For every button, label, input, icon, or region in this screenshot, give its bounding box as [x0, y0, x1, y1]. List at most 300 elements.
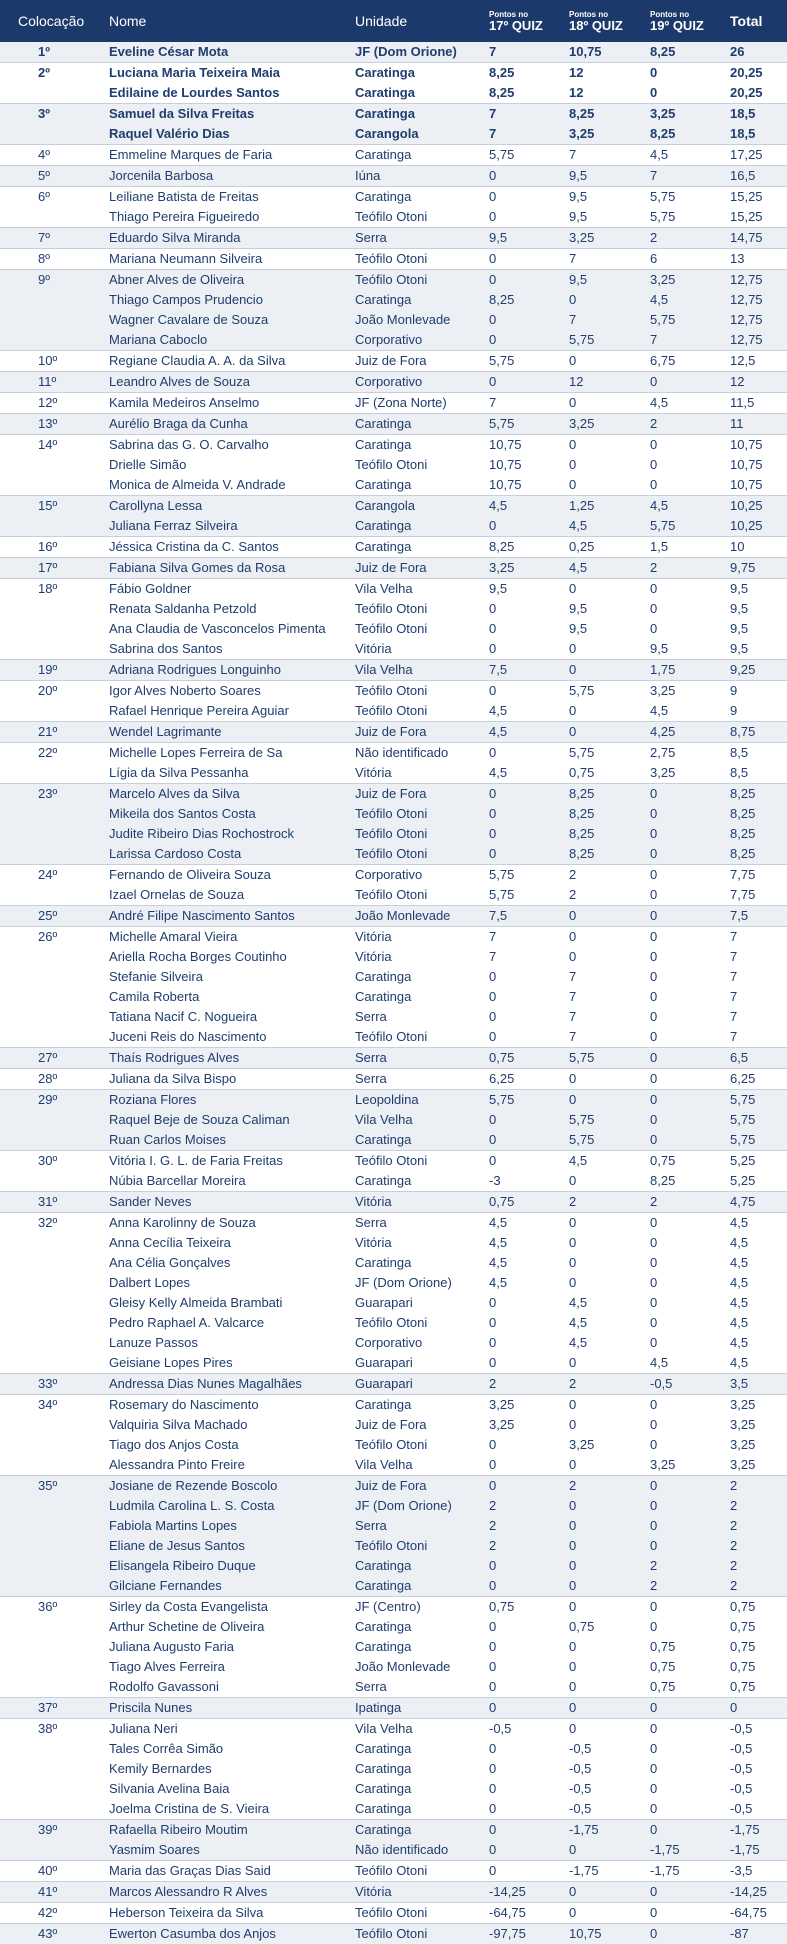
name-cell: Luciana Maria Teixeira Maia — [105, 63, 355, 84]
quiz-17-cell: 0 — [489, 1455, 569, 1476]
quiz-18-cell: 0 — [569, 1882, 650, 1903]
total-cell: 10,75 — [730, 435, 787, 456]
quiz-17-cell: 7 — [489, 947, 569, 967]
quiz-19-cell: 4,5 — [650, 290, 730, 310]
quiz-18-cell: 0 — [569, 1903, 650, 1924]
total-cell: 3,25 — [730, 1455, 787, 1476]
unit-cell: Caratinga — [355, 1253, 489, 1273]
quiz-18-cell: 0,75 — [569, 763, 650, 784]
position-cell: 6º — [0, 187, 105, 208]
total-cell: 5,25 — [730, 1171, 787, 1192]
position-cell — [0, 804, 105, 824]
header-quiz-19 — [650, 0, 730, 42]
table-row — [0, 1415, 787, 1435]
position-cell: 37º — [0, 1698, 105, 1719]
quiz-17-cell: 4,5 — [489, 763, 569, 784]
total-cell: 10,75 — [730, 455, 787, 475]
name-cell: Regiane Claudia A. A. da Silva — [105, 351, 355, 372]
quiz-18-cell: 7 — [569, 249, 650, 270]
name-cell: Raquel Valério Dias — [105, 124, 355, 145]
name-cell: Wagner Cavalare de Souza — [105, 310, 355, 330]
position-cell — [0, 824, 105, 844]
quiz-17-cell: 8,25 — [489, 537, 569, 558]
table-row — [0, 1739, 787, 1759]
unit-cell: João Monlevade — [355, 906, 489, 927]
quiz-17-cell: 4,5 — [489, 1233, 569, 1253]
unit-cell: Caratinga — [355, 516, 489, 537]
quiz-17-cell: 3,25 — [489, 1415, 569, 1435]
quiz-19-cell: 0 — [650, 1820, 730, 1841]
unit-cell: Caratinga — [355, 1779, 489, 1799]
total-cell: 0,75 — [730, 1657, 787, 1677]
unit-cell: Serra — [355, 228, 489, 249]
table-row — [0, 1759, 787, 1779]
quiz-19-cell: 2,75 — [650, 743, 730, 764]
total-cell: 7 — [730, 967, 787, 987]
unit-cell: Teófilo Otoni — [355, 844, 489, 865]
position-cell — [0, 1313, 105, 1333]
quiz-17-cell: 0 — [489, 1027, 569, 1048]
quiz-18-cell: 2 — [569, 1374, 650, 1395]
quiz-18-cell: 0 — [569, 1171, 650, 1192]
position-cell: 12º — [0, 393, 105, 414]
position-cell — [0, 330, 105, 351]
quiz-19-cell: 0 — [650, 1698, 730, 1719]
name-cell: Juliana Ferraz Silveira — [105, 516, 355, 537]
quiz-18-cell: 3,25 — [569, 414, 650, 435]
name-cell: Mariana Caboclo — [105, 330, 355, 351]
header-quiz-17-top: Pontos no — [489, 10, 569, 19]
position-cell: 7º — [0, 228, 105, 249]
total-cell: 11 — [730, 414, 787, 435]
position-cell — [0, 1273, 105, 1293]
quiz-18-cell: 0 — [569, 1840, 650, 1861]
quiz-18-cell: 0 — [569, 1273, 650, 1293]
quiz-17-cell: 0 — [489, 1007, 569, 1027]
name-cell: Ruan Carlos Moises — [105, 1130, 355, 1151]
unit-cell: Vitória — [355, 927, 489, 948]
total-cell: 15,25 — [730, 207, 787, 228]
unit-cell: Caratinga — [355, 290, 489, 310]
quiz-18-cell: 4,5 — [569, 1151, 650, 1172]
unit-cell: Corporativo — [355, 372, 489, 393]
quiz-18-cell: 0 — [569, 1353, 650, 1374]
quiz-18-cell: 5,75 — [569, 330, 650, 351]
unit-cell: JF (Zona Norte) — [355, 393, 489, 414]
position-cell: 39º — [0, 1820, 105, 1841]
quiz-17-cell: 0 — [489, 1657, 569, 1677]
unit-cell: Vitória — [355, 947, 489, 967]
quiz-19-cell: 0,75 — [650, 1637, 730, 1657]
unit-cell: Juiz de Fora — [355, 784, 489, 805]
total-cell: 9,5 — [730, 579, 787, 600]
name-cell: Tiago dos Anjos Costa — [105, 1435, 355, 1455]
quiz-18-cell: 4,5 — [569, 516, 650, 537]
total-cell: 12,75 — [730, 270, 787, 291]
quiz-18-cell: 10,75 — [569, 1924, 650, 1944]
unit-cell: Vitória — [355, 1233, 489, 1253]
quiz-17-cell: 0 — [489, 1861, 569, 1882]
position-cell — [0, 885, 105, 906]
table-row — [0, 885, 787, 906]
quiz-17-cell: 0 — [489, 1353, 569, 1374]
quiz-18-cell: 0 — [569, 1233, 650, 1253]
quiz-19-cell: 0 — [650, 885, 730, 906]
quiz-19-cell: 0 — [650, 1617, 730, 1637]
quiz-18-cell: 0 — [569, 455, 650, 475]
unit-cell: Corporativo — [355, 330, 489, 351]
position-cell: 38º — [0, 1719, 105, 1740]
unit-cell: Vila Velha — [355, 1455, 489, 1476]
quiz-17-cell: 0 — [489, 249, 569, 270]
name-cell: Gleisy Kelly Almeida Brambati — [105, 1293, 355, 1313]
unit-cell: Caratinga — [355, 537, 489, 558]
name-cell: Juliana da Silva Bispo — [105, 1069, 355, 1090]
table-row — [0, 824, 787, 844]
unit-cell: Vila Velha — [355, 579, 489, 600]
quiz-17-cell: 0 — [489, 784, 569, 805]
quiz-19-cell: 7 — [650, 330, 730, 351]
position-cell — [0, 124, 105, 145]
quiz-17-cell: 0 — [489, 967, 569, 987]
quiz-19-cell: 2 — [650, 1556, 730, 1576]
name-cell: Núbia Barcellar Moreira — [105, 1171, 355, 1192]
unit-cell: JF (Dom Orione) — [355, 1496, 489, 1516]
quiz-17-cell: 0 — [489, 1313, 569, 1333]
quiz-18-cell: 5,75 — [569, 1130, 650, 1151]
quiz-17-cell: 0 — [489, 1617, 569, 1637]
total-cell: 4,5 — [730, 1353, 787, 1374]
quiz-17-cell: 3,25 — [489, 1395, 569, 1416]
quiz-17-cell: 10,75 — [489, 435, 569, 456]
table-row — [0, 1313, 787, 1333]
unit-cell: Teófilo Otoni — [355, 249, 489, 270]
quiz-19-cell: 3,25 — [650, 763, 730, 784]
position-cell — [0, 310, 105, 330]
quiz-18-cell: 4,5 — [569, 1293, 650, 1313]
quiz-17-cell: 8,25 — [489, 290, 569, 310]
name-cell: Kamila Medeiros Anselmo — [105, 393, 355, 414]
position-cell: 26º — [0, 927, 105, 948]
quiz-18-cell: 0 — [569, 1677, 650, 1698]
quiz-17-cell: 0 — [489, 1759, 569, 1779]
quiz-19-cell: 0 — [650, 1435, 730, 1455]
name-cell: Camila Roberta — [105, 987, 355, 1007]
quiz-19-cell: 0 — [650, 619, 730, 639]
unit-cell: Caratinga — [355, 1820, 489, 1841]
quiz-19-cell: 0 — [650, 865, 730, 886]
name-cell: André Filipe Nascimento Santos — [105, 906, 355, 927]
table-row — [0, 1496, 787, 1516]
quiz-19-cell: 5,75 — [650, 310, 730, 330]
quiz-19-cell: 3,25 — [650, 104, 730, 125]
quiz-18-cell: 2 — [569, 1192, 650, 1213]
table-row — [0, 1048, 787, 1069]
table-row — [0, 1536, 787, 1556]
name-cell: Gilciane Fernandes — [105, 1576, 355, 1597]
position-cell — [0, 475, 105, 496]
name-cell: Sander Neves — [105, 1192, 355, 1213]
total-cell: 26 — [730, 42, 787, 63]
header-quiz-18 — [569, 0, 650, 42]
name-cell: Carollyna Lessa — [105, 496, 355, 517]
name-cell: Juliana Neri — [105, 1719, 355, 1740]
position-cell — [0, 1516, 105, 1536]
table-row — [0, 1353, 787, 1374]
quiz-19-cell: -0,5 — [650, 1374, 730, 1395]
quiz-19-cell: 0 — [650, 967, 730, 987]
table-row — [0, 104, 787, 125]
unit-cell: Vitória — [355, 1882, 489, 1903]
quiz-18-cell: 0 — [569, 1253, 650, 1273]
position-cell: 9º — [0, 270, 105, 291]
quiz-18-cell: 0 — [569, 1556, 650, 1576]
quiz-19-cell: 0 — [650, 927, 730, 948]
unit-cell: Vitória — [355, 1192, 489, 1213]
quiz-18-cell: 9,5 — [569, 599, 650, 619]
total-cell: -0,5 — [730, 1759, 787, 1779]
position-cell — [0, 1353, 105, 1374]
quiz-17-cell: 0 — [489, 330, 569, 351]
name-cell: Rafaella Ribeiro Moutim — [105, 1820, 355, 1841]
quiz-19-cell: 0 — [650, 1069, 730, 1090]
quiz-18-cell: 1,25 — [569, 496, 650, 517]
table-row — [0, 967, 787, 987]
unit-cell: Caratinga — [355, 1759, 489, 1779]
position-cell — [0, 1171, 105, 1192]
position-cell — [0, 516, 105, 537]
total-cell: 9,25 — [730, 660, 787, 681]
quiz-17-cell: 10,75 — [489, 455, 569, 475]
table-row — [0, 1476, 787, 1497]
position-cell — [0, 207, 105, 228]
name-cell: Anna Karolinny de Souza — [105, 1213, 355, 1234]
unit-cell: Juiz de Fora — [355, 558, 489, 579]
quiz-18-cell: 7 — [569, 1027, 650, 1048]
position-cell: 36º — [0, 1597, 105, 1618]
name-cell: Ana Claudia de Vasconcelos Pimenta — [105, 619, 355, 639]
position-cell: 15º — [0, 496, 105, 517]
quiz-18-cell: 3,25 — [569, 1435, 650, 1455]
total-cell: 16,5 — [730, 166, 787, 187]
quiz-17-cell: 2 — [489, 1516, 569, 1536]
total-cell: 4,5 — [730, 1253, 787, 1273]
total-cell: 10,25 — [730, 496, 787, 517]
table-row — [0, 1273, 787, 1293]
position-cell: 30º — [0, 1151, 105, 1172]
quiz-19-cell: 2 — [650, 1192, 730, 1213]
position-cell — [0, 967, 105, 987]
name-cell: Kemily Bernardes — [105, 1759, 355, 1779]
table-row — [0, 1374, 787, 1395]
unit-cell: Caratinga — [355, 1556, 489, 1576]
position-cell — [0, 83, 105, 104]
quiz-17-cell: 5,75 — [489, 865, 569, 886]
name-cell: Leiliane Batista de Freitas — [105, 187, 355, 208]
table-row — [0, 1576, 787, 1597]
quiz-17-cell: 5,75 — [489, 351, 569, 372]
quiz-19-cell: 0 — [650, 599, 730, 619]
quiz-18-cell: 0 — [569, 1576, 650, 1597]
position-cell — [0, 1779, 105, 1799]
quiz-18-cell: 5,75 — [569, 743, 650, 764]
quiz-18-cell: 2 — [569, 1476, 650, 1497]
table-row — [0, 1333, 787, 1353]
name-cell: Arthur Schetine de Oliveira — [105, 1617, 355, 1637]
quiz-19-cell: 0 — [650, 1719, 730, 1740]
total-cell: -87 — [730, 1924, 787, 1944]
table-row — [0, 1435, 787, 1455]
total-cell: -1,75 — [730, 1840, 787, 1861]
quiz-19-cell: 0 — [650, 1027, 730, 1048]
name-cell: Ewerton Casumba dos Anjos — [105, 1924, 355, 1944]
unit-cell: Caratinga — [355, 475, 489, 496]
quiz-18-cell: 0 — [569, 639, 650, 660]
name-cell: Ariella Rocha Borges Coutinho — [105, 947, 355, 967]
name-cell: Marcelo Alves da Silva — [105, 784, 355, 805]
quiz-19-cell: 0 — [650, 1597, 730, 1618]
quiz-18-cell: 8,25 — [569, 844, 650, 865]
header-quiz-17-label: 17º QUIZ — [489, 19, 569, 33]
total-cell: 14,75 — [730, 228, 787, 249]
quiz-19-cell: 0,75 — [650, 1677, 730, 1698]
unit-cell: Iúna — [355, 166, 489, 187]
unit-cell: Caratinga — [355, 63, 489, 84]
name-cell: Eduardo Silva Miranda — [105, 228, 355, 249]
quiz-18-cell: 12 — [569, 83, 650, 104]
position-cell: 43º — [0, 1924, 105, 1944]
total-cell: 8,25 — [730, 844, 787, 865]
quiz-19-cell: 4,5 — [650, 145, 730, 166]
quiz-18-cell: 0 — [569, 1496, 650, 1516]
table-row — [0, 1677, 787, 1698]
header-quiz-19-label: 19º QUIZ — [650, 19, 730, 33]
table-row — [0, 393, 787, 414]
quiz-17-cell: 6,25 — [489, 1069, 569, 1090]
quiz-17-cell: 0 — [489, 599, 569, 619]
quiz-17-cell: 4,5 — [489, 1213, 569, 1234]
total-cell: 8,25 — [730, 784, 787, 805]
name-cell: Mikeila dos Santos Costa — [105, 804, 355, 824]
total-cell: -3,5 — [730, 1861, 787, 1882]
quiz-17-cell: 0 — [489, 1151, 569, 1172]
table-row — [0, 290, 787, 310]
quiz-17-cell: 2 — [489, 1536, 569, 1556]
position-cell — [0, 1007, 105, 1027]
name-cell: Sabrina dos Santos — [105, 639, 355, 660]
table-row — [0, 187, 787, 208]
table-header — [0, 0, 787, 42]
quiz-19-cell: 0 — [650, 1048, 730, 1069]
name-cell: Izael Ornelas de Souza — [105, 885, 355, 906]
quiz-18-cell: 0 — [569, 1657, 650, 1677]
table-row — [0, 124, 787, 145]
table-row — [0, 1171, 787, 1192]
name-cell: Josiane de Rezende Boscolo — [105, 1476, 355, 1497]
table-row — [0, 1903, 787, 1924]
quiz-19-cell: 0 — [650, 1536, 730, 1556]
total-cell: 12,5 — [730, 351, 787, 372]
quiz-17-cell: 7 — [489, 393, 569, 414]
quiz-18-cell: -0,5 — [569, 1799, 650, 1820]
total-cell: 6,25 — [730, 1069, 787, 1090]
quiz-17-cell: 0 — [489, 1698, 569, 1719]
position-cell — [0, 1333, 105, 1353]
quiz-19-cell: 6,75 — [650, 351, 730, 372]
unit-cell: Caratinga — [355, 1576, 489, 1597]
table-row — [0, 906, 787, 927]
quiz-18-cell: 0 — [569, 660, 650, 681]
total-cell: 5,75 — [730, 1130, 787, 1151]
name-cell: Pedro Raphael A. Valcarce — [105, 1313, 355, 1333]
quiz-19-cell: 0 — [650, 987, 730, 1007]
unit-cell: Serra — [355, 1677, 489, 1698]
position-cell: 1º — [0, 42, 105, 63]
name-cell: Yasmim Soares — [105, 1840, 355, 1861]
quiz-18-cell: 0 — [569, 290, 650, 310]
table-row — [0, 1882, 787, 1903]
position-cell: 24º — [0, 865, 105, 886]
name-cell: Marcos Alessandro R Alves — [105, 1882, 355, 1903]
unit-cell: Teófilo Otoni — [355, 207, 489, 228]
quiz-17-cell: 9,5 — [489, 579, 569, 600]
quiz-19-cell: 0 — [650, 1110, 730, 1130]
quiz-17-cell: 5,75 — [489, 1090, 569, 1111]
quiz-19-cell: 0,75 — [650, 1657, 730, 1677]
name-cell: Fabiola Martins Lopes — [105, 1516, 355, 1536]
quiz-19-cell: 9,5 — [650, 639, 730, 660]
quiz-18-cell: 9,5 — [569, 619, 650, 639]
position-cell: 31º — [0, 1192, 105, 1213]
position-cell: 23º — [0, 784, 105, 805]
name-cell: Thaís Rodrigues Alves — [105, 1048, 355, 1069]
quiz-19-cell: 0 — [650, 1779, 730, 1799]
unit-cell: Não identificado — [355, 1840, 489, 1861]
name-cell: Mariana Neumann Silveira — [105, 249, 355, 270]
unit-cell: Não identificado — [355, 743, 489, 764]
quiz-17-cell: 5,75 — [489, 414, 569, 435]
quiz-18-cell: -0,5 — [569, 1739, 650, 1759]
quiz-19-cell: 8,25 — [650, 124, 730, 145]
total-cell: 2 — [730, 1536, 787, 1556]
total-cell: -0,5 — [730, 1719, 787, 1740]
position-cell: 32º — [0, 1213, 105, 1234]
quiz-19-cell: 0 — [650, 1759, 730, 1779]
unit-cell: Vitória — [355, 763, 489, 784]
quiz-17-cell: -0,5 — [489, 1719, 569, 1740]
quiz-17-cell: 0 — [489, 516, 569, 537]
name-cell: Silvania Avelina Baia — [105, 1779, 355, 1799]
table-row — [0, 435, 787, 456]
quiz-17-cell: 10,75 — [489, 475, 569, 496]
quiz-19-cell: 0 — [650, 1496, 730, 1516]
quiz-18-cell: 0 — [569, 1213, 650, 1234]
unit-cell: Teófilo Otoni — [355, 1313, 489, 1333]
total-cell: 10,75 — [730, 475, 787, 496]
position-cell — [0, 1496, 105, 1516]
quiz-18-cell: -1,75 — [569, 1861, 650, 1882]
unit-cell: Teófilo Otoni — [355, 681, 489, 702]
quiz-18-cell: 8,25 — [569, 104, 650, 125]
unit-cell: Juiz de Fora — [355, 722, 489, 743]
quiz-17-cell: 2 — [489, 1496, 569, 1516]
unit-cell: João Monlevade — [355, 310, 489, 330]
quiz-19-cell: 0 — [650, 1516, 730, 1536]
position-cell: 27º — [0, 1048, 105, 1069]
position-cell: 21º — [0, 722, 105, 743]
quiz-17-cell: 0,75 — [489, 1192, 569, 1213]
quiz-18-cell: 0 — [569, 906, 650, 927]
